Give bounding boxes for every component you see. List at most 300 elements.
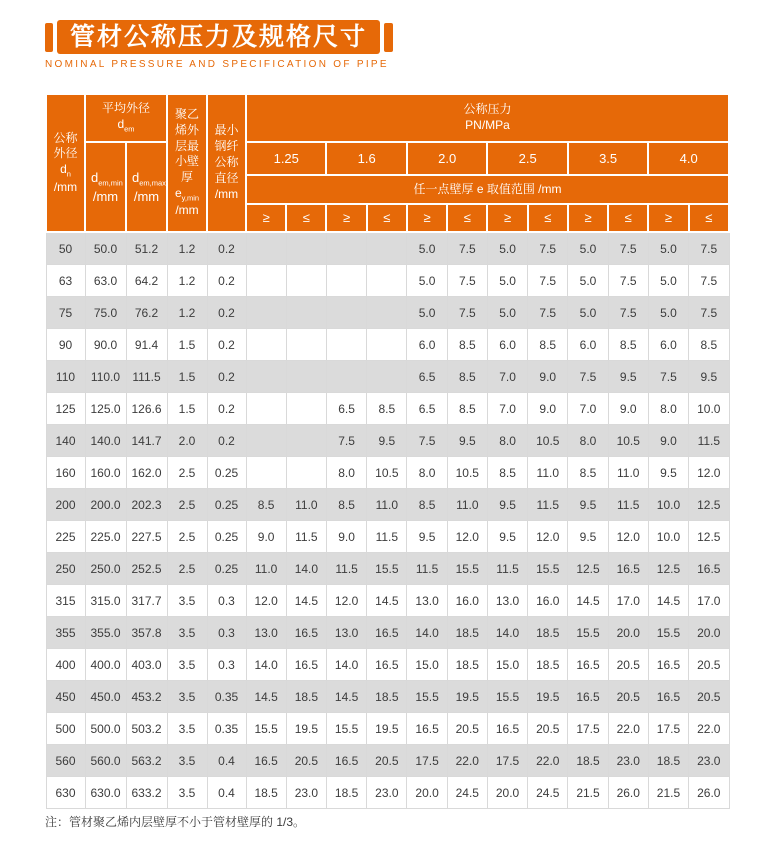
cell-wall-range: 5.0: [407, 297, 447, 329]
cell-ey-min: 3.5: [167, 745, 207, 777]
header-nominal-od: [46, 94, 85, 232]
cell-wall-range: 7.5: [608, 265, 648, 297]
cell-wall-range: 22.0: [608, 713, 648, 745]
cell-dem-max: 76.2: [126, 297, 167, 329]
cell-wall-range: 14.0: [326, 649, 366, 681]
cell-wall-range: 26.0: [608, 777, 648, 809]
cell-wall-range: 8.0: [326, 457, 366, 489]
cell-dn: 560: [46, 745, 85, 777]
table-row: [46, 232, 729, 265]
cell-wall-range: 19.5: [528, 681, 568, 713]
cell-wall-range: 5.0: [487, 232, 527, 265]
cell-steel-dia: 0.2: [207, 232, 246, 265]
header-wall-range-note: 任一点壁厚 e 取值范围 /mm: [246, 175, 729, 204]
cell-dn: 355: [46, 617, 85, 649]
cell-wall-range: 14.0: [487, 617, 527, 649]
cell-wall-range: 17.0: [689, 585, 729, 617]
cell-wall-range: 5.0: [487, 297, 527, 329]
cell-wall-range: 14.5: [286, 585, 326, 617]
cell-wall-range: 5.0: [648, 232, 688, 265]
cell-wall-range: 14.5: [326, 681, 366, 713]
cell-wall-range: 11.0: [608, 457, 648, 489]
cell-wall-range: 11.5: [608, 489, 648, 521]
header-pe-layer-min-wall: [167, 94, 207, 232]
cell-ey-min: 3.5: [167, 681, 207, 713]
cell-wall-range: 20.5: [689, 681, 729, 713]
cell-ey-min: 2.5: [167, 457, 207, 489]
cell-steel-dia: 0.2: [207, 425, 246, 457]
cell-wall-range: 10.5: [447, 457, 487, 489]
header-nominal-pressure-unit: PN/MPa: [465, 118, 510, 132]
cell-wall-range: [286, 265, 326, 297]
cell-wall-range: 6.5: [326, 393, 366, 425]
cell-wall-range: 12.5: [568, 553, 608, 585]
cell-wall-range: 8.5: [447, 329, 487, 361]
title-row: [45, 20, 393, 54]
cell-wall-range: 20.0: [487, 777, 527, 809]
cell-dem-max: 51.2: [126, 232, 167, 265]
cell-dem-min: 200.0: [85, 489, 126, 521]
table-row: [46, 425, 729, 457]
cell-wall-range: 19.5: [286, 713, 326, 745]
header-le: ≤: [689, 204, 729, 232]
cell-wall-range: 14.5: [568, 585, 608, 617]
header-nominal-pressure: [246, 94, 729, 142]
cell-wall-range: 12.0: [326, 585, 366, 617]
cell-wall-range: 16.5: [608, 553, 648, 585]
cell-wall-range: 16.0: [528, 585, 568, 617]
cell-wall-range: 23.0: [286, 777, 326, 809]
cell-wall-range: 7.5: [689, 232, 729, 265]
cell-wall-range: 15.5: [246, 713, 286, 745]
cell-wall-range: [286, 361, 326, 393]
cell-steel-dia: 0.3: [207, 617, 246, 649]
cell-dem-max: 162.0: [126, 457, 167, 489]
cell-wall-range: 11.5: [689, 425, 729, 457]
cell-wall-range: 9.5: [568, 489, 608, 521]
cell-wall-range: 9.5: [407, 521, 447, 553]
cell-wall-range: 20.5: [447, 713, 487, 745]
header-le: ≤: [286, 204, 326, 232]
header-steel-dia: [207, 94, 246, 232]
cell-dn: 630: [46, 777, 85, 809]
header-dem-max: $d_{em,max}$ /mm: [126, 142, 167, 232]
cell-wall-range: 15.5: [447, 553, 487, 585]
cell-wall-range: 17.5: [407, 745, 447, 777]
cell-wall-range: [246, 329, 286, 361]
cell-ey-min: 1.5: [167, 393, 207, 425]
cell-steel-dia: 0.25: [207, 489, 246, 521]
header-class-2-0: 2.0: [407, 142, 487, 175]
cell-wall-range: 8.0: [487, 425, 527, 457]
cell-steel-dia: 0.2: [207, 329, 246, 361]
cell-wall-range: 5.0: [568, 297, 608, 329]
cell-dn: 50: [46, 232, 85, 265]
cell-ey-min: 1.5: [167, 361, 207, 393]
cell-dn: 160: [46, 457, 85, 489]
cell-wall-range: 20.5: [689, 649, 729, 681]
cell-wall-range: 20.5: [608, 649, 648, 681]
cell-dem-max: 563.2: [126, 745, 167, 777]
cell-steel-dia: 0.2: [207, 361, 246, 393]
cell-wall-range: 9.5: [487, 521, 527, 553]
cell-wall-range: 16.5: [367, 617, 407, 649]
cell-wall-range: 13.0: [326, 617, 366, 649]
cell-wall-range: 7.5: [689, 265, 729, 297]
cell-wall-range: 17.5: [648, 713, 688, 745]
table-row: [46, 393, 729, 425]
cell-wall-range: 13.0: [487, 585, 527, 617]
cell-dem-min: 315.0: [85, 585, 126, 617]
cell-wall-range: 22.0: [689, 713, 729, 745]
cell-wall-range: 26.0: [689, 777, 729, 809]
cell-ey-min: 2.5: [167, 489, 207, 521]
cell-wall-range: 18.5: [246, 777, 286, 809]
cell-wall-range: 8.5: [487, 457, 527, 489]
cell-wall-range: 10.5: [528, 425, 568, 457]
header-ge: ≥: [407, 204, 447, 232]
cell-dem-max: 141.7: [126, 425, 167, 457]
cell-wall-range: 11.0: [528, 457, 568, 489]
cell-wall-range: [246, 393, 286, 425]
header-le: ≤: [608, 204, 648, 232]
cell-wall-range: 7.0: [487, 393, 527, 425]
cell-dem-max: 633.2: [126, 777, 167, 809]
cell-wall-range: [286, 425, 326, 457]
cell-dem-min: 125.0: [85, 393, 126, 425]
cell-dn: 75: [46, 297, 85, 329]
cell-dn: 250: [46, 553, 85, 585]
spec-table-container: [45, 93, 730, 809]
cell-wall-range: 8.0: [407, 457, 447, 489]
table-row: [46, 457, 729, 489]
cell-wall-range: 11.0: [286, 489, 326, 521]
cell-dn: 110: [46, 361, 85, 393]
table-row: [46, 297, 729, 329]
cell-dem-max: 453.2: [126, 681, 167, 713]
spec-table: [45, 93, 730, 809]
cell-wall-range: [326, 329, 366, 361]
cell-wall-range: 15.5: [648, 617, 688, 649]
cell-wall-range: [246, 425, 286, 457]
cell-wall-range: 11.5: [528, 489, 568, 521]
cell-wall-range: [326, 361, 366, 393]
cell-wall-range: 8.0: [568, 425, 608, 457]
cell-wall-range: 16.5: [286, 649, 326, 681]
cell-dem-min: 90.0: [85, 329, 126, 361]
cell-dn: 500: [46, 713, 85, 745]
cell-dn: 200: [46, 489, 85, 521]
cell-wall-range: 13.0: [246, 617, 286, 649]
cell-wall-range: 7.0: [487, 361, 527, 393]
cell-wall-range: 5.0: [568, 265, 608, 297]
cell-dn: 140: [46, 425, 85, 457]
cell-wall-range: [286, 329, 326, 361]
header-pe-layer-symbol: $e_{y,min}$: [174, 186, 200, 203]
cell-wall-range: 12.0: [447, 521, 487, 553]
cell-wall-range: [326, 232, 366, 265]
cell-dn: 63: [46, 265, 85, 297]
cell-dem-min: 355.0: [85, 617, 126, 649]
cell-wall-range: 9.5: [608, 361, 648, 393]
cell-wall-range: 16.5: [407, 713, 447, 745]
cell-dn: 450: [46, 681, 85, 713]
cell-wall-range: 20.5: [608, 681, 648, 713]
header-mean-od-symbol: $d_{em}$: [117, 117, 135, 134]
header-ge: ≥: [326, 204, 366, 232]
cell-dn: 125: [46, 393, 85, 425]
cell-dem-max: 111.5: [126, 361, 167, 393]
table-row: [46, 521, 729, 553]
cell-dem-min: 225.0: [85, 521, 126, 553]
cell-wall-range: 9.0: [326, 521, 366, 553]
cell-wall-range: 18.5: [648, 745, 688, 777]
cell-wall-range: 8.5: [608, 329, 648, 361]
page-title: 管材公称压力及规格尺寸: [57, 20, 380, 54]
table-row: [46, 713, 729, 745]
cell-wall-range: [286, 297, 326, 329]
cell-wall-range: 21.5: [648, 777, 688, 809]
cell-wall-range: 6.0: [487, 329, 527, 361]
table-row: [46, 649, 729, 681]
title-block: [45, 20, 393, 70]
cell-wall-range: 9.5: [689, 361, 729, 393]
cell-wall-range: 7.5: [568, 361, 608, 393]
table-row: [46, 553, 729, 585]
cell-wall-range: 7.0: [568, 393, 608, 425]
cell-wall-range: 8.5: [326, 489, 366, 521]
cell-wall-range: 17.0: [608, 585, 648, 617]
cell-dem-min: 63.0: [85, 265, 126, 297]
cell-wall-range: 8.5: [246, 489, 286, 521]
cell-ey-min: 1.2: [167, 232, 207, 265]
header-ge: ≥: [487, 204, 527, 232]
cell-dem-max: 91.4: [126, 329, 167, 361]
cell-wall-range: 15.0: [487, 649, 527, 681]
cell-dn: 90: [46, 329, 85, 361]
header-pe-layer-unit: /mm: [175, 203, 199, 218]
cell-wall-range: 7.5: [608, 297, 648, 329]
cell-wall-range: 6.5: [407, 393, 447, 425]
cell-ey-min: 1.5: [167, 329, 207, 361]
cell-wall-range: [246, 457, 286, 489]
cell-wall-range: 21.5: [568, 777, 608, 809]
cell-wall-range: 16.5: [568, 649, 608, 681]
cell-wall-range: 10.0: [648, 521, 688, 553]
cell-wall-range: 7.5: [447, 297, 487, 329]
cell-steel-dia: 0.2: [207, 297, 246, 329]
table-row: [46, 265, 729, 297]
cell-wall-range: 7.5: [447, 232, 487, 265]
header-le: ≤: [447, 204, 487, 232]
cell-wall-range: 16.5: [326, 745, 366, 777]
cell-dem-max: 503.2: [126, 713, 167, 745]
header-nominal-od-unit: /mm: [53, 179, 78, 194]
cell-wall-range: 23.0: [608, 745, 648, 777]
cell-wall-range: 17.5: [487, 745, 527, 777]
cell-wall-range: [286, 393, 326, 425]
cell-wall-range: 24.5: [528, 777, 568, 809]
footnote: 注：管材聚乙烯内层壁厚不小于管材壁厚的 1/3。: [45, 815, 306, 829]
header-le: ≤: [528, 204, 568, 232]
cell-dem-max: 252.5: [126, 553, 167, 585]
cell-wall-range: 7.5: [528, 297, 568, 329]
cell-wall-range: 16.5: [286, 617, 326, 649]
cell-dem-max: 317.7: [126, 585, 167, 617]
table-row: [46, 777, 729, 809]
cell-wall-range: 5.0: [648, 265, 688, 297]
cell-ey-min: 2.5: [167, 521, 207, 553]
header-nominal-od-symbol: $d_n$: [60, 162, 71, 179]
cell-wall-range: 11.0: [447, 489, 487, 521]
cell-wall-range: 11.5: [487, 553, 527, 585]
cell-wall-range: 11.5: [407, 553, 447, 585]
cell-wall-range: 5.0: [407, 265, 447, 297]
cell-steel-dia: 0.25: [207, 521, 246, 553]
cell-wall-range: 18.5: [568, 745, 608, 777]
cell-ey-min: 1.2: [167, 297, 207, 329]
header-mean-od: [85, 94, 167, 142]
cell-ey-min: 3.5: [167, 713, 207, 745]
header-mean-od-zh: 平均外径: [102, 101, 151, 116]
cell-wall-range: 8.5: [528, 329, 568, 361]
cell-wall-range: 18.5: [528, 649, 568, 681]
cell-wall-range: 8.5: [689, 329, 729, 361]
table-row: [46, 745, 729, 777]
cell-wall-range: 7.5: [447, 265, 487, 297]
cell-wall-range: 20.0: [689, 617, 729, 649]
cell-dem-min: 250.0: [85, 553, 126, 585]
header-class-3-5: 3.5: [568, 142, 648, 175]
cell-wall-range: 12.5: [689, 521, 729, 553]
header-nominal-pressure-zh: 公称压力: [463, 102, 512, 117]
cell-wall-range: 8.5: [407, 489, 447, 521]
cell-ey-min: 3.5: [167, 649, 207, 681]
cell-wall-range: 8.5: [447, 361, 487, 393]
cell-wall-range: 14.0: [286, 553, 326, 585]
page-subtitle: NOMINAL PRESSURE AND SPECIFICATION OF PIPE: [45, 59, 389, 70]
cell-wall-range: 12.0: [246, 585, 286, 617]
cell-wall-range: [286, 232, 326, 265]
cell-wall-range: 20.5: [367, 745, 407, 777]
cell-wall-range: 8.0: [648, 393, 688, 425]
cell-wall-range: 15.0: [407, 649, 447, 681]
cell-wall-range: 5.0: [487, 265, 527, 297]
cell-dn: 315: [46, 585, 85, 617]
cell-wall-range: 7.5: [326, 425, 366, 457]
cell-wall-range: 10.5: [367, 457, 407, 489]
cell-wall-range: 5.0: [407, 232, 447, 265]
cell-wall-range: 11.0: [367, 489, 407, 521]
cell-wall-range: 16.5: [246, 745, 286, 777]
cell-wall-range: 9.0: [528, 393, 568, 425]
table-row: [46, 489, 729, 521]
cell-wall-range: 18.5: [286, 681, 326, 713]
cell-wall-range: 10.5: [608, 425, 648, 457]
cell-ey-min: 1.2: [167, 265, 207, 297]
cell-wall-range: 9.0: [528, 361, 568, 393]
cell-wall-range: 18.5: [326, 777, 366, 809]
cell-wall-range: 17.5: [568, 713, 608, 745]
cell-steel-dia: 0.35: [207, 713, 246, 745]
cell-dem-max: 126.6: [126, 393, 167, 425]
cell-wall-range: 12.0: [528, 521, 568, 553]
header-ge: ≥: [568, 204, 608, 232]
cell-dem-min: 140.0: [85, 425, 126, 457]
cell-wall-range: 5.0: [568, 232, 608, 265]
cell-wall-range: 15.5: [568, 617, 608, 649]
cell-wall-range: [246, 361, 286, 393]
cell-wall-range: 12.0: [689, 457, 729, 489]
cell-steel-dia: 0.3: [207, 649, 246, 681]
cell-wall-range: [367, 361, 407, 393]
cell-wall-range: 7.5: [528, 265, 568, 297]
cell-wall-range: 14.0: [407, 617, 447, 649]
cell-wall-range: 7.5: [608, 232, 648, 265]
cell-wall-range: 23.0: [367, 777, 407, 809]
cell-wall-range: [246, 297, 286, 329]
cell-wall-range: 7.5: [689, 297, 729, 329]
cell-wall-range: 20.0: [608, 617, 648, 649]
title-right-bar: [384, 23, 393, 52]
table-row: [46, 585, 729, 617]
cell-wall-range: 14.0: [246, 649, 286, 681]
cell-wall-range: 11.0: [246, 553, 286, 585]
header-le: ≤: [367, 204, 407, 232]
header-ge: ≥: [246, 204, 286, 232]
table-row: [46, 681, 729, 713]
header-steel-dia-zh: 最小钢纤公称直径: [214, 123, 239, 185]
cell-wall-range: 19.5: [367, 713, 407, 745]
header-ge: ≥: [648, 204, 688, 232]
cell-wall-range: 16.5: [487, 713, 527, 745]
cell-wall-range: 11.5: [286, 521, 326, 553]
cell-wall-range: 16.5: [648, 649, 688, 681]
cell-dn: 225: [46, 521, 85, 553]
cell-wall-range: [246, 232, 286, 265]
cell-wall-range: 14.5: [648, 585, 688, 617]
cell-wall-range: 16.5: [568, 681, 608, 713]
cell-steel-dia: 0.4: [207, 745, 246, 777]
cell-wall-range: 9.5: [487, 489, 527, 521]
cell-steel-dia: 0.3: [207, 585, 246, 617]
cell-dem-max: 64.2: [126, 265, 167, 297]
cell-wall-range: 7.5: [648, 361, 688, 393]
cell-dem-min: 110.0: [85, 361, 126, 393]
cell-dem-max: 403.0: [126, 649, 167, 681]
cell-wall-range: [326, 297, 366, 329]
cell-wall-range: 12.5: [689, 489, 729, 521]
cell-dem-min: 450.0: [85, 681, 126, 713]
cell-dem-min: 400.0: [85, 649, 126, 681]
cell-dem-min: 75.0: [85, 297, 126, 329]
cell-wall-range: 24.5: [447, 777, 487, 809]
cell-wall-range: 8.5: [367, 393, 407, 425]
header-class-1-25: 1.25: [246, 142, 326, 175]
header-class-4-0: 4.0: [648, 142, 729, 175]
cell-wall-range: 6.0: [648, 329, 688, 361]
cell-wall-range: 18.5: [528, 617, 568, 649]
header-dem-min: $d_{em,min}$ /mm: [85, 142, 126, 232]
cell-wall-range: 7.5: [528, 232, 568, 265]
cell-wall-range: 16.5: [689, 553, 729, 585]
title-left-bar: [45, 23, 53, 52]
cell-wall-range: 9.5: [367, 425, 407, 457]
cell-wall-range: 20.5: [286, 745, 326, 777]
cell-dem-max: 227.5: [126, 521, 167, 553]
cell-wall-range: 18.5: [447, 649, 487, 681]
cell-ey-min: 2.5: [167, 553, 207, 585]
